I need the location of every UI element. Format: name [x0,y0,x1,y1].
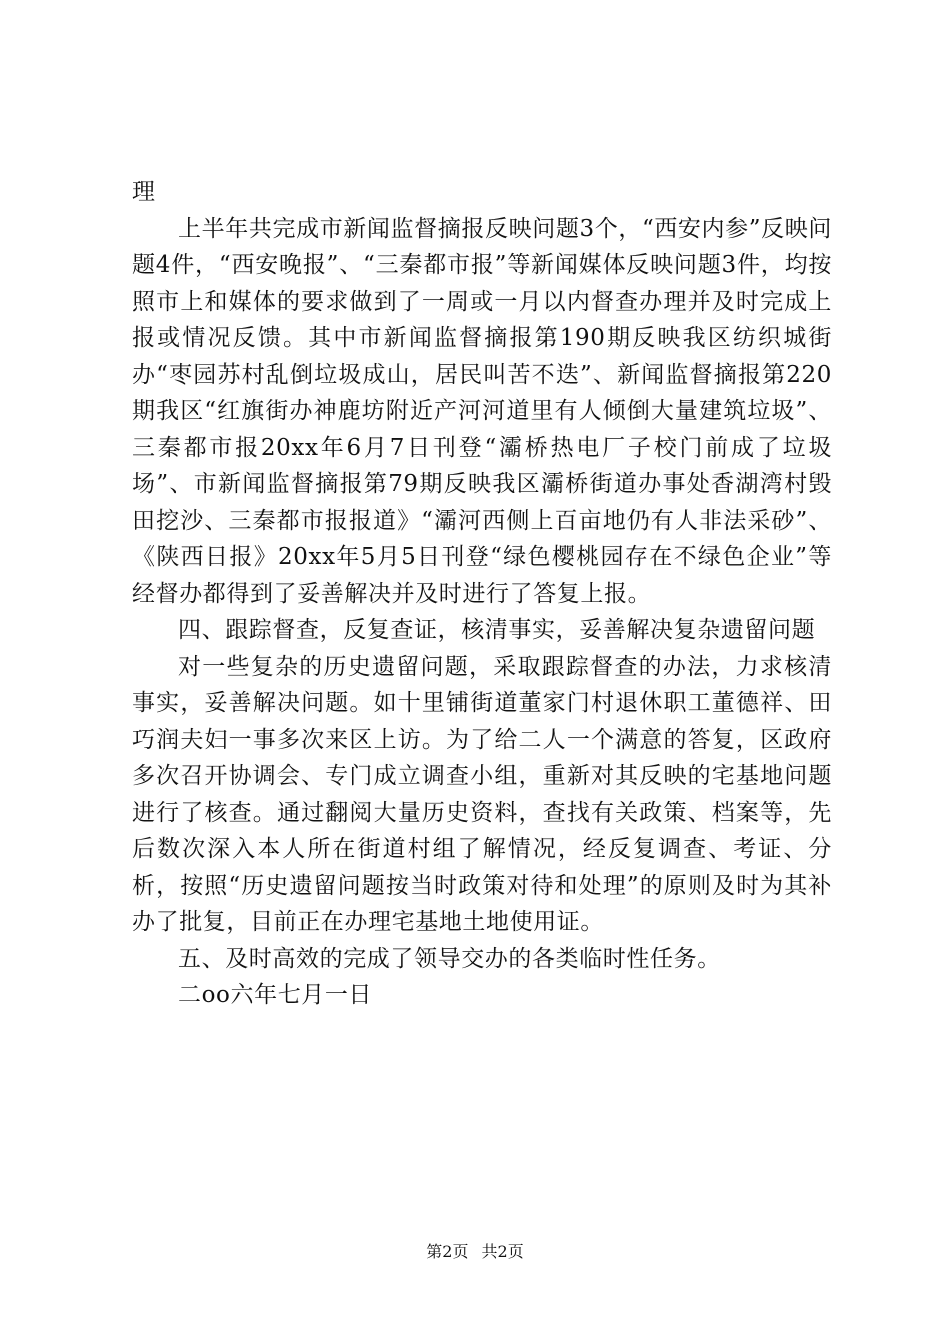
document-date: 二oo六年七月一日 [178,982,373,1008]
paragraph-continuation: 理 [132,179,156,205]
page-number: 第2页 [426,1242,469,1261]
section-heading-four: 四、跟踪督查，反复查证，核清事实，妥善解决复杂遗留问题 [178,617,816,643]
page-total: 共2页 [481,1242,524,1261]
section-heading-five: 五、及时高效的完成了领导交办的各类临时性任务。 [178,945,721,972]
paragraph-historical-issues: 对一些复杂的历史遗留问题，采取跟踪督查的办法，力求核清事实，妥善解决问题。如十里铺街道董家门村退休职工董德祥、田巧润夫妇一事多次来区上访。为了给二人一个满意的答复，区政府多次召开协调会、专门成立调查小组，重新对其反映的宅基地问题进行了核查。通过翻阅大量历史资料，查找有关政策、档案等，先后数次深入本人所在街道村组了解情况，经反复调查、考证、分析，按照“历史遗留问题按当时政策对待和处理”的原则及时为其补办了批复，目前正在办理宅基地土地使用证。 [132,653,832,935]
document-body [132,174,832,1014]
page-footer [0,1242,950,1262]
paragraph-news-supervision: 上半年共完成市新闻监督摘报反映问题3个，“西安内参”反映问题4件，“西安晚报”、“三秦都市报”等新闻媒体反映问题3件，均按照市上和媒体的要求做到了一周或一月以内督查办理并及时完成上报或情况反馈。其中市新闻监督摘报第190期反映我区纺织城街办“枣园苏村乱倒垃圾成山，居民叫苦不迭”、新闻监督摘报第220期我区“红旗街办神鹿坊附近产河河道里有人倾倒大量建筑垃圾”、三秦都市报20xx年6月7日刊登“灞桥热电厂子校门前成了垃圾场”、市新闻监督摘报第79期反映我区灞桥街道办事处香湖湾村毁田挖沙、三秦都市报报道》“灞河西侧上百亩地仍有人非法采砂”、《陕西日报》20xx年5月5日刊登“绿色樱桃园存在不绿色企业”等经督办都得到了妥善解决并及时进行了答复上报。 [132,215,832,607]
